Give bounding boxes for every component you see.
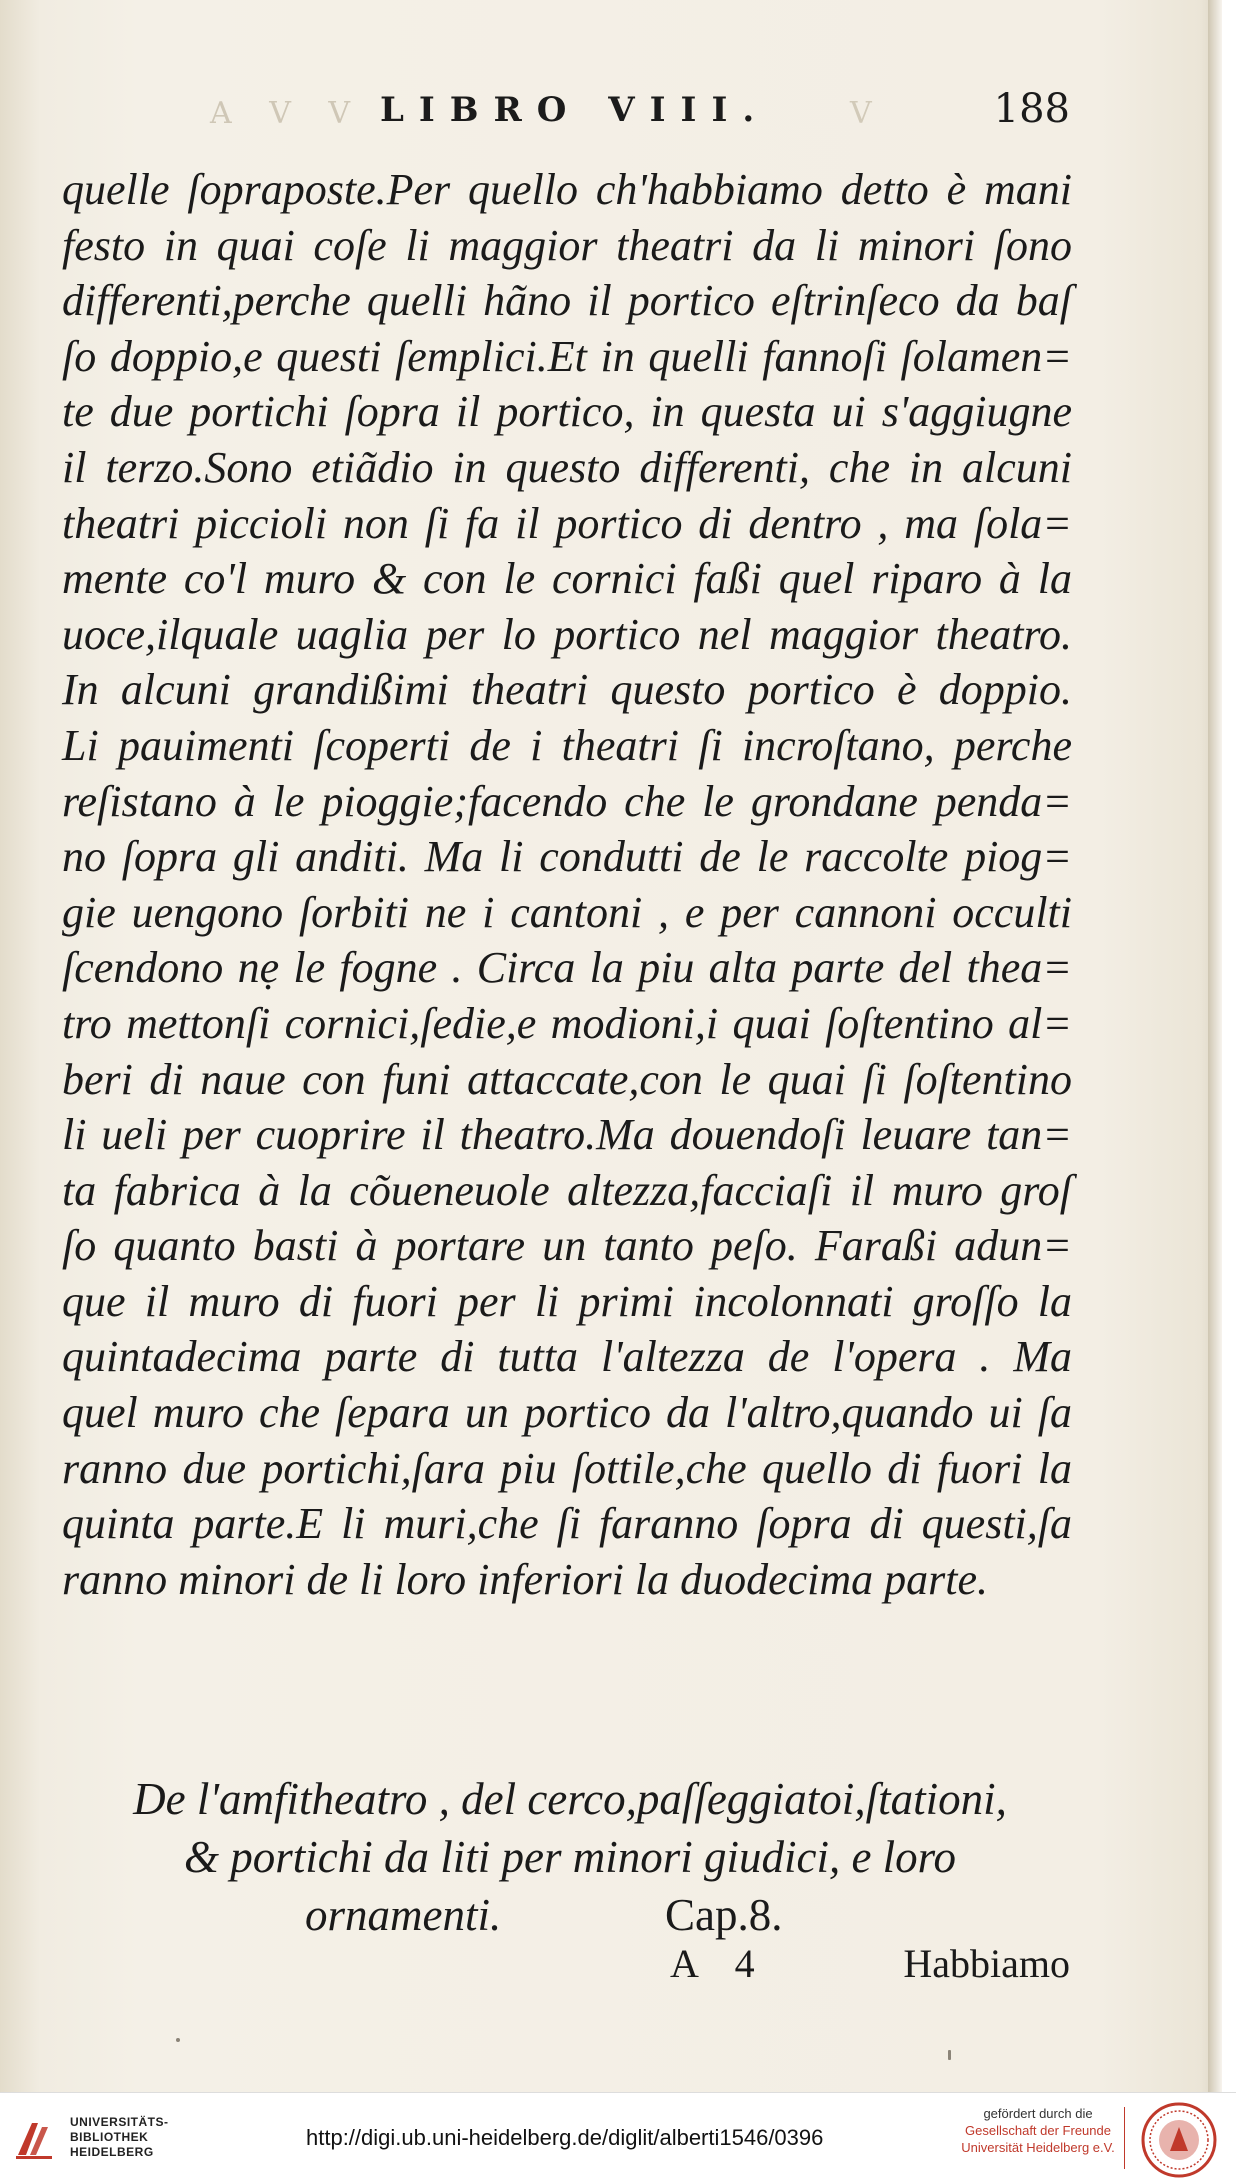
text-line: festo in quai coſe li maggior theatri da li minori ſono xyxy=(62,220,1072,270)
library-name-line: HEIDELBERG xyxy=(70,2145,154,2159)
text-line: il terzo.Sono etiãdio in questo differenti, che in alcuni xyxy=(62,442,1072,492)
text-line: tro mettonſi cornici,ſedie,e modioni,i quai ſoſtentino al= xyxy=(62,998,1072,1048)
catchline xyxy=(660,1940,1070,1996)
text-line: quinta parte.E li muri,che ſi faranno ſopra di questi,ſa xyxy=(62,1499,1072,1549)
text-line: ranno minori de li loro inferiori la duodecima parte. xyxy=(62,1554,988,1604)
chapter-heading-line: De l'amfitheatro , del cerco,paſſeggiatoi,ſtationi, xyxy=(133,1774,1007,1824)
text-line: ſo doppio,e questi ſemplici.Et in quelli fannoſi ſolamen= xyxy=(62,331,1072,381)
text-line: gie uengono ſorbiti ne i cantoni , e per cannoni occulti xyxy=(62,887,1072,937)
chapter-heading xyxy=(120,1770,1020,1944)
paper-speck xyxy=(176,2038,180,2042)
show-through-text-left: A V V xyxy=(210,96,365,131)
text-line: ranno due portichi,ſara piu ſottile,che quello di fuori la xyxy=(62,1443,1072,1493)
sponsor-intro: gefördert durch die xyxy=(983,2106,1093,2121)
show-through-text-right: V xyxy=(850,96,886,131)
chapter-heading-ornamenti: ornamenti. xyxy=(305,1890,502,1940)
text-line: quintadecima parte di tutta l'altezza de l'opera . Ma xyxy=(62,1332,1072,1382)
page-edge xyxy=(1208,0,1222,2092)
text-line: quel muro che ſepara un portico da l'altro,quando ui ſa xyxy=(62,1388,1072,1438)
chapter-heading-line: & portichi da liti per minori giudici, e loro xyxy=(183,1832,957,1882)
body-text xyxy=(62,162,1072,1607)
text-line: In alcuni grandißimi theatri questo portico è doppio. xyxy=(62,665,1072,715)
text-line: quelle ſopraposte.Per quello ch'habbiamo detto è mani xyxy=(62,165,1072,214)
text-line: ſo quanto basti à portare un tanto peſo. Faraßi adun= xyxy=(62,1221,1072,1271)
viewer-footer xyxy=(0,2092,1236,2183)
text-line: ſcendono nẹ le fogne . Circa la piu alta parte del thea= xyxy=(62,943,1072,993)
library-logo-icon xyxy=(12,2115,60,2163)
text-line: theatri piccioli non ſi fa il portico di dentro , ma ſola= xyxy=(62,498,1072,548)
text-line: no ſopra gli anditi. Ma li condutti de le raccolte piog= xyxy=(62,832,1072,882)
text-line: ta fabrica à la cõueneuole altezza,facciaſi il muro groſ xyxy=(62,1165,1072,1215)
text-line: te due portichi ſopra il portico, in questa ui s'aggiugne xyxy=(62,387,1072,437)
signature-mark: A 4 xyxy=(670,1941,769,1986)
text-line: beri di naue con funi attaccate,con le quai ſi ſoſtentino xyxy=(62,1054,1072,1104)
text-line: mente co'l muro & con le cornici faßi quel riparo à la xyxy=(62,554,1072,604)
text-line: reſistano à le pioggie;facendo che le grondane penda= xyxy=(62,776,1072,826)
text-line: uoce,ilquale uaglia per lo portico nel maggior theatro. xyxy=(62,609,1072,659)
sponsor-divider xyxy=(1124,2107,1125,2169)
sponsor-text xyxy=(938,2105,1138,2156)
sponsor-name-line: Universität Heidelberg e.V. xyxy=(961,2140,1115,2155)
text-line: li ueli per cuoprire il theatro.Ma douendoſi leuare tan= xyxy=(62,1110,1072,1160)
text-line: differenti,perche quelli hãno il portico eſtrinſeco da baſ xyxy=(62,276,1072,326)
permalink-url[interactable]: http://digi.ub.uni-heidelberg.de/diglit/alberti1546/0396 xyxy=(306,2125,824,2150)
library-name-line: UNIVERSITÄTS- xyxy=(70,2115,169,2129)
paper-speck xyxy=(948,2050,951,2060)
sponsor-name-line: Gesellschaft der Freunde xyxy=(965,2123,1111,2138)
running-head xyxy=(150,86,1080,138)
text-line: que il muro di fuori per li primi incolonnati groſſo la xyxy=(62,1276,1072,1326)
page-number: 188 xyxy=(993,86,1070,132)
text-line: Li pauimenti ſcoperti de i theatri ſi incroſtano, perche xyxy=(62,720,1072,770)
university-seal-icon xyxy=(1140,2101,1218,2179)
library-name xyxy=(70,2115,169,2160)
library-name-line: BIBLIOTHEK xyxy=(70,2130,149,2144)
book-title: LIBRO VIII. xyxy=(380,90,770,130)
catchword: Habbiamo xyxy=(903,1941,1070,1986)
chapter-heading-line xyxy=(120,1886,1020,1944)
chapter-number: Cap.8. xyxy=(665,1890,783,1940)
